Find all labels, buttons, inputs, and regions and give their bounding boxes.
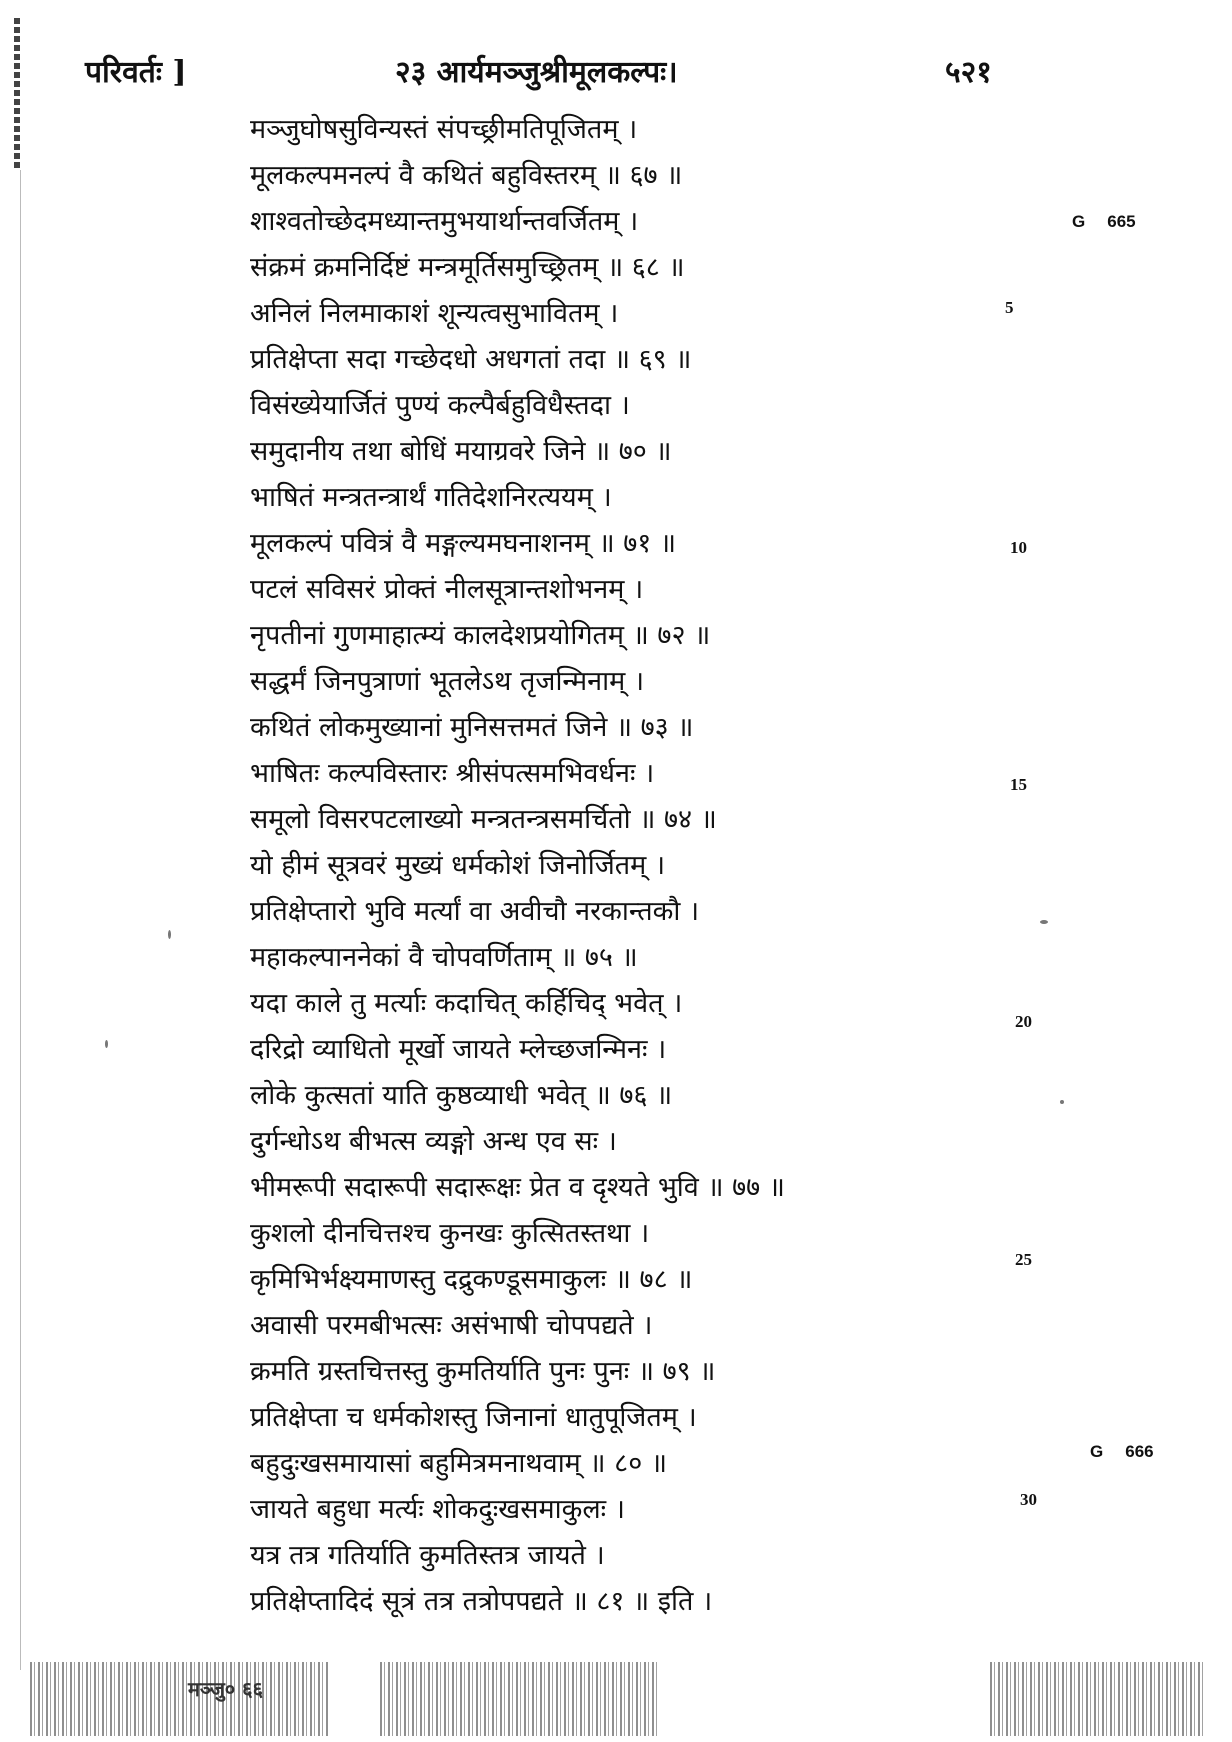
- verse-line: प्रतिक्षेप्ता सदा गच्छेदधो अधगतां तदा ॥ ६९ ॥: [250, 344, 692, 375]
- running-header-title: २३ आर्यमञ्जुश्रीमूलकल्पः।: [395, 55, 678, 90]
- line-number: 15: [1010, 775, 1027, 794]
- verse-line: यदा काले तु मर्त्याः कदाचित् कर्हिचिद् भवेत् ।: [250, 988, 683, 1019]
- verse-line: भाषितं मन्त्रतन्त्रार्थं गतिदेशनिरत्ययम् ।: [250, 482, 612, 513]
- verse-line: दुर्गन्धोऽथ बीभत्स व्यङ्गो अन्ध एव सः ।: [250, 1126, 617, 1157]
- scan-noise-left: [30, 1662, 330, 1736]
- verse-line: कुशलो दीनचित्तश्च कुनखः कुत्सितस्तथा ।: [250, 1218, 650, 1249]
- page-number: ५२१: [945, 55, 992, 90]
- verse-line: यो हीमं सूत्रवरं मुख्यं धर्मकोशं जिनोर्जितम् ।: [250, 850, 666, 881]
- verse-line: अवासी परमबीभत्सः असंभाषी चोपपद्यते ।: [250, 1310, 653, 1341]
- verse-line: बहुदुःखसमायासां बहुमित्रमनाथवाम् ॥ ८० ॥: [250, 1448, 668, 1479]
- line-number: 25: [1015, 1250, 1032, 1269]
- verse-line: लोके कुत्सतां याति कुष्ठव्याधी भवेत् ॥ ७६ ॥: [250, 1080, 673, 1111]
- line-number: 5: [1005, 298, 1014, 317]
- verse-line: जायते बहुधा मर्त्यः शोकदुःखसमाकुलः ।: [250, 1494, 625, 1525]
- edition-page: 666: [1125, 1442, 1154, 1461]
- verse-line: नृपतीनां गुणमाहात्म्यं कालदेशप्रयोगितम् ॥ ७२ ॥: [250, 620, 711, 651]
- signature-mark: मञ्जु० ६६: [188, 1677, 263, 1701]
- edition-label: G: [1072, 212, 1086, 231]
- binding-edge-mark: [14, 18, 20, 168]
- edition-page-reference: [1072, 212, 1136, 232]
- line-number: 10: [1010, 538, 1027, 557]
- scan-noise-right: [990, 1662, 1205, 1736]
- scan-speck: [105, 1040, 108, 1048]
- verse-line: प्रतिक्षेप्तारो भुवि मर्त्यां वा अवीचौ नरकान्तकौ ।: [250, 896, 700, 927]
- verse-line: अनिलं निलमाकाशं शून्यत्वसुभावितम् ।: [250, 298, 619, 329]
- verse-line: संक्रमं क्रमनिर्दिष्टं मन्त्रमूर्तिसमुच्छ्रितम् ॥ ६८ ॥: [250, 252, 685, 283]
- verse-line: क्रमति ग्रस्तचित्तस्तु कुमतिर्याति पुनः पुनः ॥ ७९ ॥: [250, 1356, 716, 1387]
- binding-edge-line: [20, 170, 21, 1670]
- verse-line: महाकल्पाननेकां वै चोपवर्णिताम् ॥ ७५ ॥: [250, 942, 638, 973]
- line-number: 20: [1015, 1012, 1032, 1031]
- verse-line: विसंख्येयार्जितं पुण्यं कल्पैर्बहुविधैस्तदा ।: [250, 390, 630, 421]
- scan-speck: [1060, 1100, 1064, 1104]
- verse-line: पटलं सविसरं प्रोक्तं नीलसूत्रान्तशोभनम् ।: [250, 574, 644, 605]
- edition-page-reference: [1090, 1442, 1154, 1462]
- verse-line: यत्र तत्र गतिर्याति कुमतिस्तत्र जायते ।: [250, 1540, 605, 1571]
- verse-line: प्रतिक्षेप्तादिदं सूत्रं तत्र तत्रोपपद्यते ॥ ८१ ॥ इति ।: [250, 1586, 713, 1617]
- verse-line: कृमिभिर्भक्ष्यमाणस्तु दद्रुकण्डूसमाकुलः ॥ ७८ ॥: [250, 1264, 693, 1295]
- verse-line: मूलकल्पमनल्पं वै कथितं बहुविस्तरम् ॥ ६७ ॥: [250, 160, 683, 191]
- scan-speck: [168, 930, 171, 939]
- verse-line: समूलो विसरपटलाख्यो मन्त्रतन्त्रसमर्चितो ॥ ७४ ॥: [250, 804, 717, 835]
- line-number: 30: [1020, 1490, 1037, 1509]
- verse-line: प्रतिक्षेप्ता च धर्मकोशस्तु जिनानां धातुपूजितम् ।: [250, 1402, 697, 1433]
- verse-line: दरिद्रो व्याधितो मूर्खो जायते म्लेच्छजन्मिनः ।: [250, 1034, 667, 1065]
- verse-line: शाश्वतोच्छेदमध्यान्तमुभयार्थान्तवर्जितम् ।: [250, 206, 639, 237]
- verse-line: कथितं लोकमुख्यानां मुनिसत्तमतं जिने ॥ ७३ ॥: [250, 712, 694, 743]
- scan-speck: [1040, 920, 1048, 924]
- verse-line: भीमरूपी सदारूपी सदारूक्षः प्रेत व दृश्यते भुवि ॥ ७७ ॥: [250, 1172, 785, 1203]
- verse-line: सद्धर्मं जिनपुत्राणां भूतलेऽथ तृजन्मिनाम् ।: [250, 666, 645, 697]
- edition-page: 665: [1107, 212, 1136, 231]
- verse-line: मञ्जुघोषसुविन्यस्तं संपच्छ्रीमतिपूजितम् ।: [250, 114, 638, 145]
- running-header-left: परिवर्तः ]: [85, 55, 187, 90]
- scan-noise-center: [380, 1662, 660, 1736]
- verse-line: मूलकल्पं पवित्रं वै मङ्गल्यमघनाशनम् ॥ ७१ ॥: [250, 528, 677, 559]
- verse-line: समुदानीय तथा बोधिं मयाग्रवरे जिने ॥ ७० ॥: [250, 436, 672, 467]
- verse-line: भाषितः कल्पविस्तारः श्रीसंपत्समभिवर्धनः ।: [250, 758, 655, 789]
- edition-label: G: [1090, 1442, 1104, 1461]
